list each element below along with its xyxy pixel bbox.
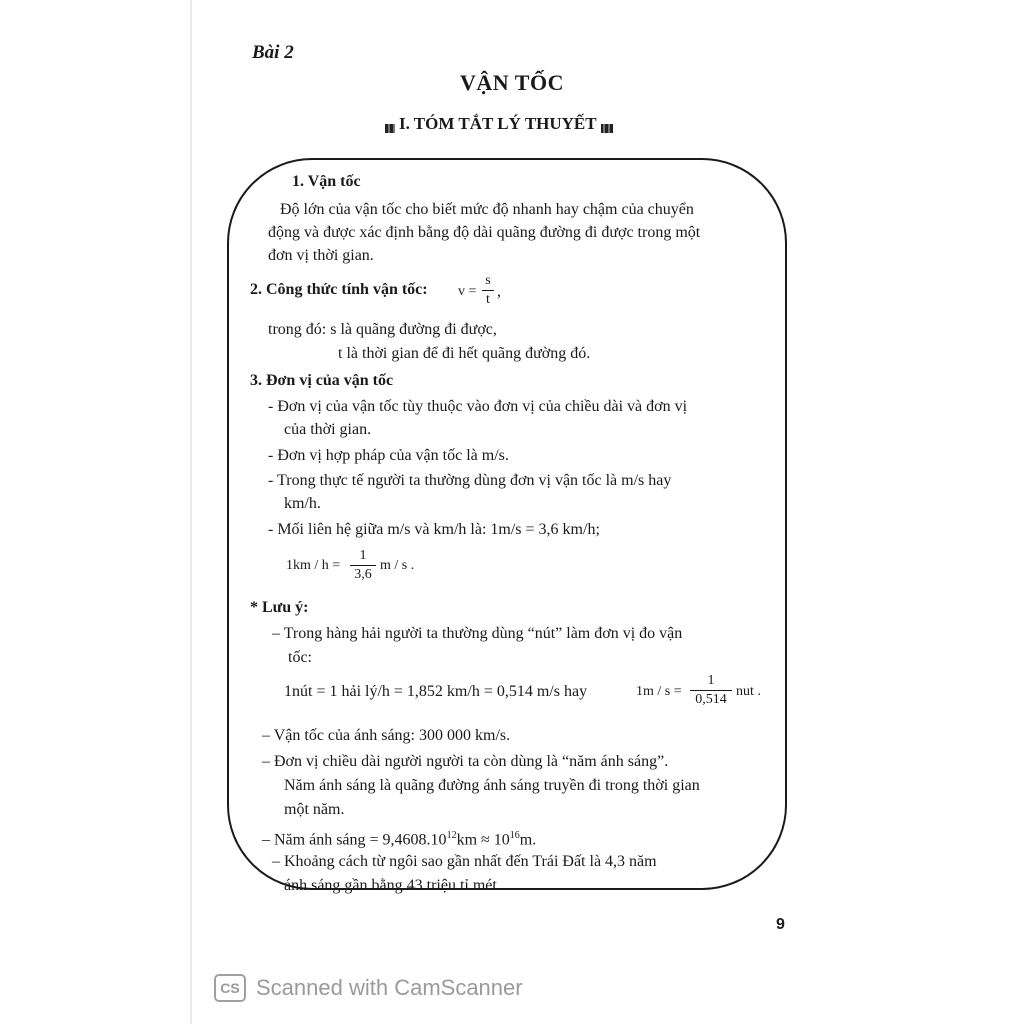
velocity-definition-line-2: động và được xác định bằng độ dài quãng đường đi được trong một <box>268 224 701 241</box>
nearest-star-line-1: – Khoảng cách từ ngôi sao gần nhất đến Trái Đất là 4,3 năm <box>272 853 657 870</box>
knot-conversion: 1nút = 1 hải lý/h = 1,852 km/h = 0,514 m/s hay <box>284 683 588 700</box>
light-year-exp-1: 12 <box>446 830 457 841</box>
lesson-number: Bài 2 <box>252 42 294 63</box>
units-item-4: - Mối liên hệ giữa m/s và km/h là: 1m/s = 3,6 km/h; <box>268 521 600 538</box>
kmh-numerator: 1 <box>350 547 376 566</box>
formula-fraction <box>482 272 494 309</box>
formula-lhs: v = <box>458 284 477 299</box>
note-heading: * Lưu ý: <box>250 599 309 616</box>
knot-denominator: 0,514 <box>695 692 727 707</box>
kmh-fraction <box>350 547 376 584</box>
nearest-star-line-2: ánh sáng gần bằng 43 triệu tỉ mét. <box>284 877 501 894</box>
note-knot-line-1: – Trong hàng hải người ta thường dùng “nút” làm đơn vị đo vận <box>272 625 683 642</box>
watermark-text: Scanned with CamScanner <box>256 975 523 1000</box>
formula-denominator: t <box>486 292 490 307</box>
knot-lhs: 1m / s = <box>636 684 682 699</box>
formula-numerator: s <box>482 272 494 291</box>
light-year-line-2: Năm ánh sáng là quãng đường ánh sáng truyền đi trong thời gian <box>284 777 700 794</box>
formula-where-t: t là thời gian để đi hết quãng đường đó. <box>338 345 591 362</box>
section-heading-label: I. TÓM TẮT LÝ THUYẾT <box>395 112 601 136</box>
heading-units: 3. Đơn vị của vận tốc <box>250 372 394 389</box>
light-year-exp-2: 16 <box>509 830 520 841</box>
knot-end: nut . <box>736 684 761 699</box>
light-year-value-mid: km ≈ 10 <box>456 831 510 849</box>
heading-formula: 2. Công thức tính vận tốc: <box>250 281 428 298</box>
camscanner-logo-icon: CS <box>214 974 246 1002</box>
units-item-3-line-2: km/h. <box>284 495 321 512</box>
kmh-denominator: 3,6 <box>354 567 372 582</box>
scanner-watermark <box>214 974 523 1002</box>
light-year-value <box>262 826 536 850</box>
light-speed: – Vận tốc của ánh sáng: 300 000 km/s. <box>262 727 511 744</box>
knot-numerator: 1 <box>690 672 732 691</box>
kmh-lhs: 1km / h = <box>286 558 341 573</box>
page-edge <box>190 0 192 1024</box>
units-item-1-line-1: - Đơn vị của vận tốc tùy thuộc vào đơn vị của chiều dài và đơn vị <box>268 398 688 415</box>
velocity-definition-line-1: Độ lớn của vận tốc cho biết mức độ nhanh hay chậm của chuyển <box>280 201 694 218</box>
formula-end: , <box>497 283 501 300</box>
light-year-line-1: – Đơn vị chiều dài người người ta còn dùng là “năm ánh sáng”. <box>262 753 669 770</box>
units-item-2: - Đơn vị hợp pháp của vận tốc là m/s. <box>268 447 509 464</box>
velocity-definition-line-3: đơn vị thời gian. <box>268 247 374 264</box>
kmh-end: m / s . <box>380 558 415 573</box>
light-year-value-end: m. <box>519 831 537 849</box>
page-title: VẬN TỐC <box>460 70 564 95</box>
units-item-3-line-1: - Trong thực tế người ta thường dùng đơn vị vận tốc là m/s hay <box>268 472 672 489</box>
light-year-line-3: một năm. <box>284 801 345 818</box>
light-year-value-pre: – Năm ánh sáng = 9,4608.10 <box>262 831 447 849</box>
note-knot-line-2: tốc: <box>288 649 312 666</box>
heading-velocity: 1. Vận tốc <box>292 173 361 190</box>
units-item-1-line-2: của thời gian. <box>284 421 372 438</box>
formula-where-s: trong đó: s là quãng đường đi được, <box>268 321 497 338</box>
section-heading <box>385 112 613 138</box>
page-number: 9 <box>776 916 785 933</box>
knot-fraction <box>690 672 732 709</box>
